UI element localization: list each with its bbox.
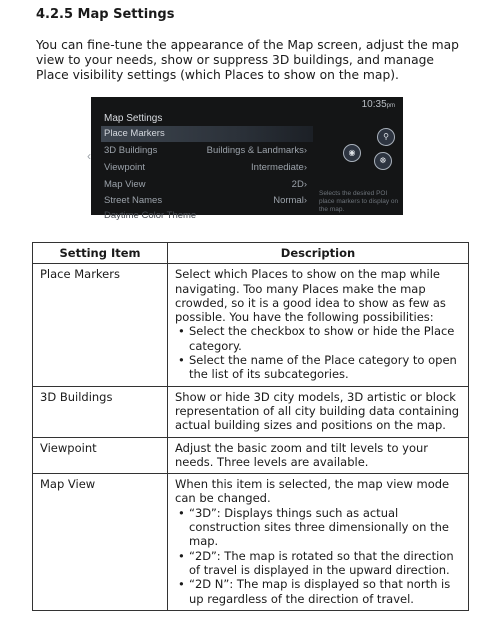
settings-table: [32, 242, 469, 611]
menu-item-3d-buildings[interactable]: [101, 143, 313, 159]
menu-item-street-names[interactable]: [101, 193, 313, 209]
description-text: Select which Places to show on the map while navigating. Too many Places make the map crowded, so it is a good idea to show as few as possible. You have the following possibilities:: [175, 267, 446, 325]
description-text: Show or hide 3D city models, 3D artistic or block representation of all city building data containing actual building sizes and positions on the map.: [175, 389, 460, 433]
menu-item-label: Place Markers: [104, 128, 165, 139]
menu-item-viewpoint[interactable]: [101, 160, 313, 176]
bullet-list: [175, 506, 462, 606]
setting-item-cell: Map View: [33, 474, 168, 611]
chevron-right-icon: ›: [303, 145, 307, 156]
menu-item-daytime-color-theme[interactable]: [101, 208, 313, 224]
chevron-right-icon: ›: [303, 162, 307, 173]
intro-paragraph: You can fine-tune the appearance of the Map screen, adjust the map view to your needs, show or suppress 3D buildings, and manage Place visibility settings (which Places to show on the map).: [36, 38, 459, 82]
clock: [362, 99, 395, 110]
table-row: [33, 386, 469, 437]
map-marker-icon[interactable]: ⚲: [377, 128, 395, 146]
menu-item-label: Street Names: [104, 195, 163, 206]
bullet-list: [175, 324, 462, 381]
bullet-item: • “3D”: Displays things such as actual construction sites three dimensionally on the map.: [189, 506, 462, 549]
chevron-left-icon[interactable]: ‹: [87, 149, 91, 163]
section-title: Map Settings: [77, 7, 175, 22]
menu-item-label: Map View: [104, 179, 146, 190]
column-header-setting-item: Setting Item: [33, 243, 168, 264]
panel-title: Map Settings: [104, 113, 163, 124]
clock-time: 10:35: [361, 99, 387, 110]
bullet-item: • “2D”: The map is rotated so that the direction of travel is displayed in the upward direction.: [189, 549, 462, 578]
description-text: Adjust the basic zoom and tilt levels to your needs. Three levels are available.: [175, 440, 429, 469]
description-cell: [168, 437, 469, 474]
menu-item-label: Daytime Color Theme: [104, 210, 197, 221]
description-cell: [168, 474, 469, 611]
description-cell: [168, 386, 469, 437]
table-row: [33, 437, 469, 474]
help-text: Selects the desired POI place markers to display on the map.: [319, 190, 399, 213]
menu-item-value-text: Buildings & Landmarks: [206, 145, 304, 156]
column-header-description: Description: [168, 243, 469, 264]
bullet-item: • “2D N”: The map is displayed so that north is up regardless of the direction of travel.: [189, 577, 462, 606]
setting-item-cell: Viewpoint: [33, 437, 168, 474]
chevron-right-icon: ›: [303, 195, 307, 206]
clock-suffix: pm: [386, 103, 395, 109]
map-settings-screenshot: [87, 97, 403, 221]
menu-item-map-view[interactable]: [101, 177, 313, 193]
table-header-row: [33, 243, 469, 264]
setting-item-cell: Place Markers: [33, 264, 168, 386]
description-cell: [168, 264, 469, 386]
menu-item-value: [292, 179, 307, 190]
menu-item-value: [207, 145, 307, 156]
menu-item-value: [251, 162, 307, 173]
menu-item-value-text: Normal: [273, 195, 304, 206]
menu-item-value: [273, 195, 307, 206]
section-number: 4.2.5: [36, 7, 74, 22]
menu-item-label: Viewpoint: [104, 162, 146, 173]
menu-item-value-text: Intermediate: [251, 162, 304, 173]
menu-item-label: 3D Buildings: [104, 145, 158, 156]
bullet-item: • Select the checkbox to show or hide the Place category.: [189, 324, 462, 353]
table-row: [33, 474, 469, 611]
description-text: When this item is selected, the map view mode can be changed.: [175, 477, 450, 506]
menu-item-value-text: 2D: [291, 179, 304, 190]
setting-item-cell: 3D Buildings: [33, 386, 168, 437]
table-row: [33, 264, 469, 386]
chevron-right-icon: ›: [303, 179, 307, 190]
section-heading: [36, 7, 174, 22]
bullet-item: • Select the name of the Place category to open the list of its subcategories.: [189, 353, 462, 382]
place-category-icon[interactable]: ☸: [374, 152, 392, 170]
menu-item-place-markers[interactable]: [101, 126, 313, 142]
search-pin-icon[interactable]: ◉: [343, 144, 361, 162]
